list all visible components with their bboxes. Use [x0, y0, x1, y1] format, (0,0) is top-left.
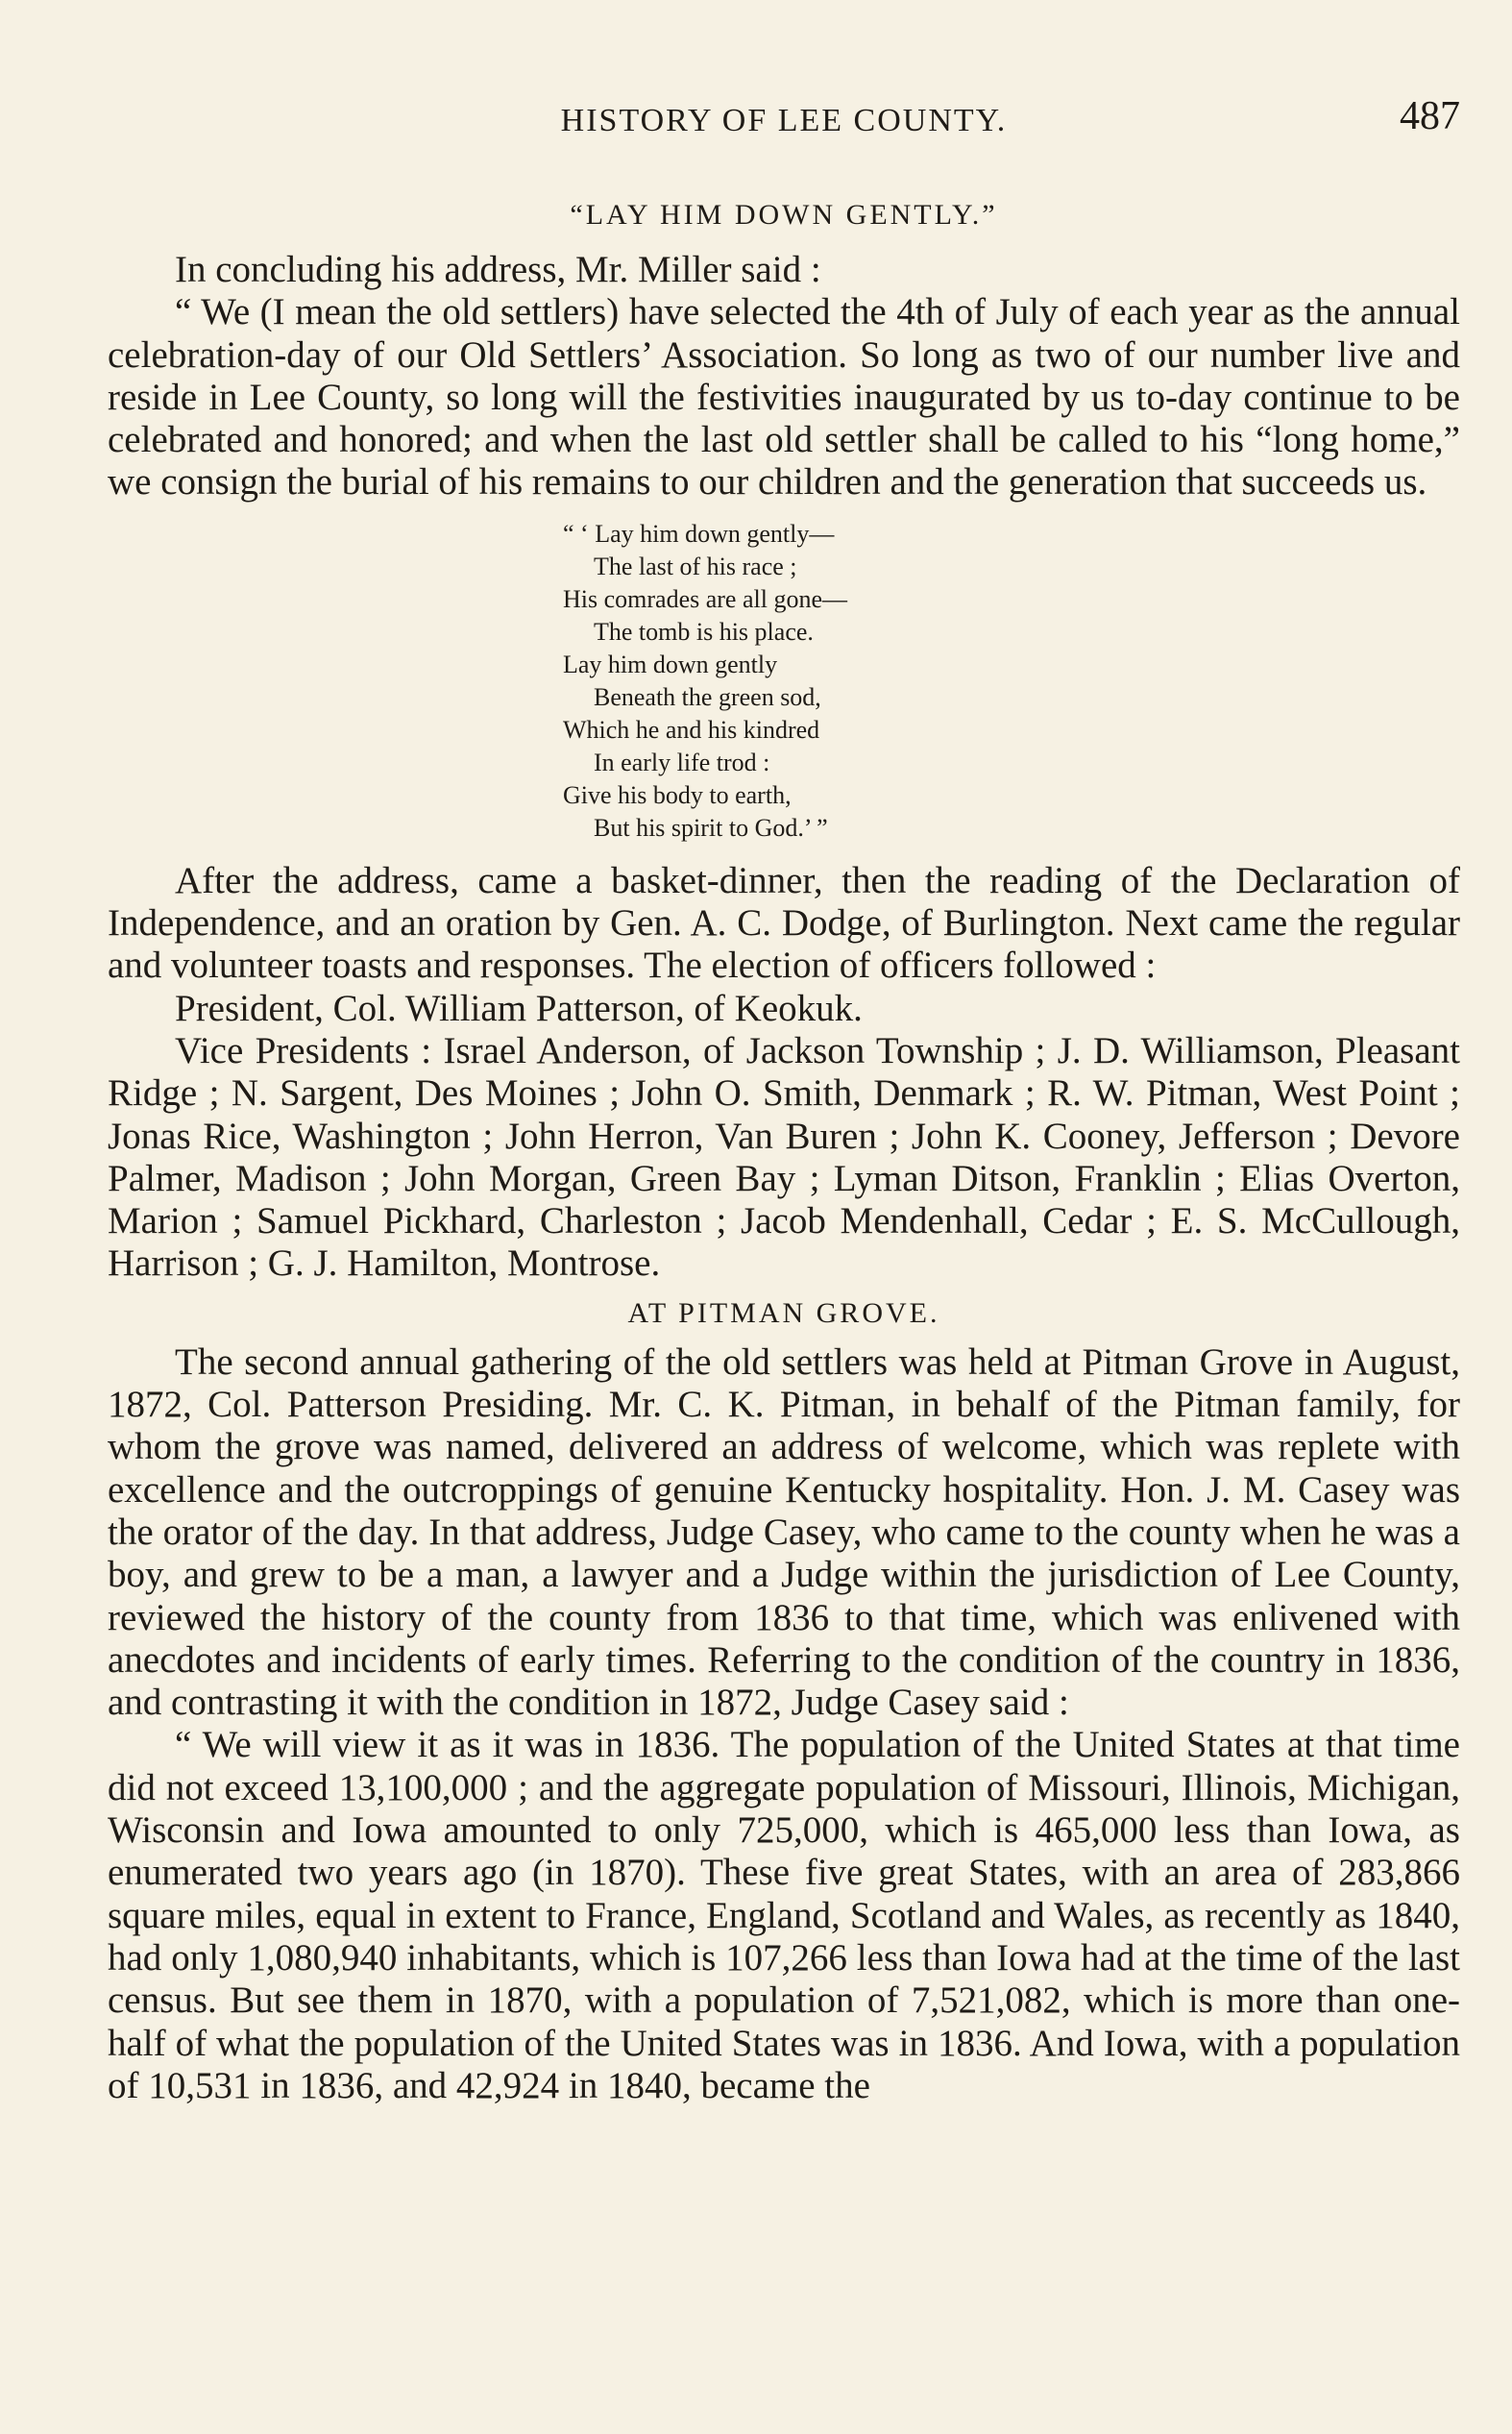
paragraph: “ We (I mean the old settlers) have selected the 4th of July of each year as the annual celebration-day of our Old Settlers’ Association. So long as two of our number live and reside in Lee County, so long will the festivities inaugurated by us to-day continue to be celebrated and honored; and when the last old settler shall be called to his “long home,” we consign the burial of his remains to our children and the generation that succeeds us. — [108, 291, 1460, 504]
book-page — [108, 91, 1460, 2107]
paragraph: The second annual gathering of the old settlers was held at Pitman Grove in August, 1872, Col. Patterson Presiding. Mr. C. K. Pitman, in behalf of the Pitman family, for whom the grove was named, delivered an address of welcome, which was replete with excellence and the outcroppings of genuine Kentucky hospitality. Hon. J. M. Casey was the orator of the day. In that address, Judge Casey, who came to the county when he was a boy, and grew to be a man, a lawyer and a Judge within the jurisdiction of Lee County, reviewed the history of the county from 1836 to that time, which was enlivened with anecdotes and incidents of early times. Referring to the condition of the country in 1836, and contrasting it with the condition in 1872, Judge Casey said : — [108, 1340, 1460, 1724]
paragraph: Vice Presidents : Israel Anderson, of Jackson Township ; J. D. Williamson, Pleasant Ridge ; N. Sargent, Des Moines ; John O. Smith, Denmark ; R. W. Pitman, West Point ; Jonas Rice, Washington ; John Herron, Van Buren ; John K. Cooney, Jefferson ; Devore Palmer, Madison ; John Morgan, Green Bay ; Lyman Ditson, Franklin ; Elias Overton, Marion ; Samuel Pickhard, Charleston ; Jacob Mendenhall, Cedar ; E. S. McCullough, Harrison ; G. J. Hamilton, Montrose. — [108, 1029, 1460, 1285]
poem-line: In early life trod : — [594, 748, 770, 776]
section-heading-pitman-grove: AT PITMAN GROVE. — [627, 1296, 940, 1329]
running-head — [108, 91, 1460, 159]
page-number: 487 — [1400, 94, 1460, 138]
poem-line: Give his body to earth, — [563, 780, 792, 809]
paragraph: After the address, came a basket-dinner, then the reading of the Declaration of Independence, and an oration by Gen. A. C. Dodge, of Burlington. Next came the regular and volunteer toasts and responses. The election of officers followed : — [108, 859, 1460, 987]
section-heading-lay-him-down: “LAY HIM DOWN GENTLY.” — [570, 199, 998, 231]
paragraph: “ We will view it as it was in 1836. The population of the United States at that time did not exceed 13,100,000 ; and the aggregate population of Missouri, Illinois, Michigan, Wisconsin and Iowa amounted to only 725,000, which is 465,000 less than Iowa, as enumerated two years ago (in 1870). These five great States, with an area of 283,866 square miles, equal in extent to France, England, Scotland and Wales, as recently as 1840, had only 1,080,940 inhabitants, which is 107,266 less than Iowa had at the time of the last census. But see them in 1870, with a population of 7,521,082, which is more than one-half of what the population of the United States was in 1836. And Iowa, with a population of 10,531 in 1836, and 42,924 in 1840, became the — [108, 1724, 1460, 2106]
poem — [563, 518, 1460, 845]
poem-line: “ ‘ Lay him down gently— — [563, 519, 835, 548]
poem-line: Beneath the green sod, — [594, 682, 821, 711]
poem-line: Lay him down gently — [563, 650, 778, 678]
poem-line: Which he and his kindred — [563, 715, 820, 744]
poem-line: But his spirit to God.’ ” — [594, 813, 828, 842]
paragraph: In concluding his address, Mr. Miller said : — [175, 249, 821, 290]
poem-line: The last of his race ; — [594, 552, 797, 580]
poem-line: The tomb is his place. — [594, 617, 814, 646]
poem-line: His comrades are all gone— — [563, 584, 848, 613]
paragraph: President, Col. William Patterson, of Keokuk. — [175, 987, 863, 1029]
running-title: HISTORY OF LEE COUNTY. — [560, 103, 1008, 138]
